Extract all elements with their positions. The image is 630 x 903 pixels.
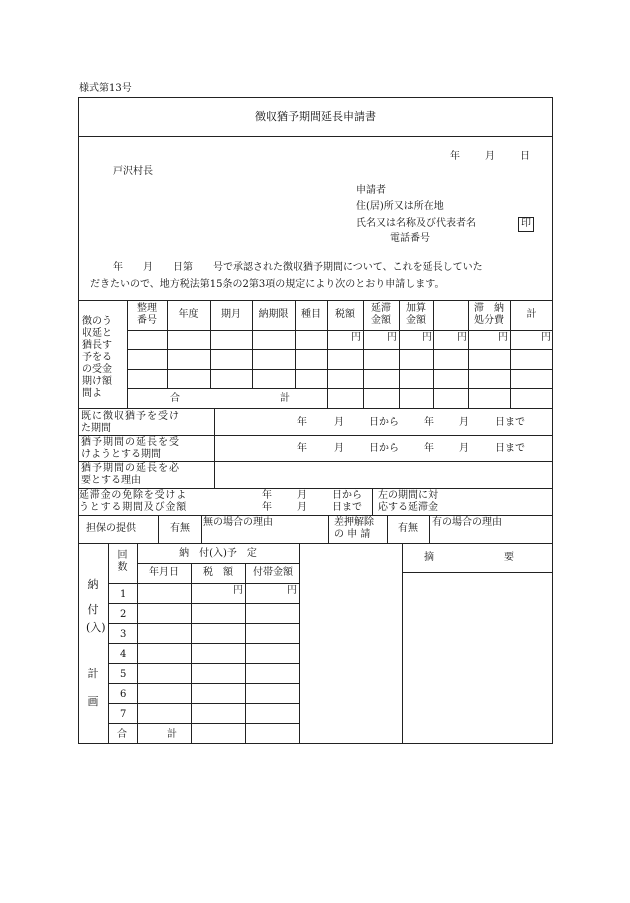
plan-row-line — [108, 723, 299, 724]
col-header-seiri: 整理 — [137, 303, 157, 314]
tax-col-line — [433, 300, 434, 408]
seizure-label-2: の 申 請 — [334, 529, 371, 540]
collateral-none-reason: 無の場合の理由 — [203, 517, 273, 528]
col-header-disposal: 滞 納 — [474, 303, 504, 314]
addressee: 戸沢村長 — [113, 166, 153, 177]
plan-yen: 円 — [233, 585, 243, 596]
col-header-add-2: 金額 — [406, 315, 426, 326]
col-header-type: 種目 — [301, 309, 321, 320]
plan-row-line — [108, 643, 299, 644]
range-to: 日まで — [495, 417, 525, 428]
plan-label-char: 納 — [87, 578, 99, 591]
col-header-tax: 税額 — [335, 309, 355, 320]
penalty-year: 年 — [262, 502, 272, 513]
plan-header-bottom — [108, 583, 299, 584]
penalty-month: 月 — [297, 502, 307, 513]
row-header-line: 徴のう — [82, 316, 112, 327]
plan-row-number: 1 — [120, 589, 127, 600]
range-year: 年 — [297, 417, 307, 428]
col-header-add: 加算 — [406, 303, 426, 314]
row-header-line: 猶長す — [82, 340, 112, 351]
penalty-from: 日から — [332, 490, 362, 501]
plan-row-number: 6 — [120, 689, 127, 700]
range-year: 年 — [424, 443, 434, 454]
row-header-line: の受金 — [82, 364, 112, 375]
tax-total-label: 合 計 — [170, 393, 290, 404]
collateral-col-line — [429, 515, 430, 543]
date-year: 年 — [450, 151, 460, 162]
extend-period-label: 猶予期間の延長を受 — [81, 437, 180, 448]
yen-mark: 円 — [387, 332, 397, 343]
penalty-right-label: 左の期間に対 — [378, 490, 438, 501]
address-label: 住(居)所又は所在地 — [356, 201, 444, 212]
collateral-col-line — [158, 515, 159, 543]
date-month: 月 — [485, 151, 495, 162]
penalty-year: 年 — [262, 490, 272, 501]
periods-row-line — [78, 435, 553, 436]
col-header-year: 年度 — [178, 309, 199, 320]
yen-mark: 円 — [351, 332, 361, 343]
tax-table-row-line — [127, 349, 553, 350]
reason-label: 猶予期間の延長を必 — [81, 463, 180, 474]
row-header-line: 予をる — [82, 352, 112, 363]
plan-label-char: 画 — [87, 695, 99, 708]
col-header-period: 期月 — [221, 309, 241, 320]
reason-label-2: 要とする理由 — [81, 475, 141, 486]
range-month: 月 — [334, 443, 344, 454]
periods-divider — [214, 408, 215, 488]
plan-group-line — [137, 563, 299, 564]
tax-table-top — [78, 300, 553, 301]
range-month: 月 — [334, 417, 344, 428]
plan-col-extra: 付帯金額 — [253, 567, 293, 578]
seizure-label: 差押解除 — [334, 517, 374, 528]
plan-row-number: 4 — [120, 649, 127, 660]
penalty-to: 日まで — [332, 502, 362, 513]
plan-row-number: 2 — [120, 609, 127, 620]
collateral-label: 担保の提供 — [86, 523, 136, 534]
plan-row-number: 7 — [120, 709, 127, 720]
col-header-delay-2: 金額 — [371, 315, 391, 326]
penalty-label: 延滞金の免除を受けよ — [79, 490, 187, 501]
penalty-divider — [372, 488, 373, 515]
extend-period-label-2: けようとする期間 — [81, 449, 161, 460]
plan-label-char: 付 — [87, 603, 99, 616]
col-header-disposal-2: 処分費 — [474, 315, 504, 326]
title-divider — [78, 136, 553, 137]
col-header-delay: 延滞 — [371, 303, 391, 314]
yen-mark: 円 — [457, 332, 467, 343]
seizure-yesno: 有無 — [398, 523, 418, 534]
collateral-yesno: 有無 — [170, 523, 190, 534]
phone-label: 電話番号 — [390, 233, 430, 244]
yes-reason: 有の場合の理由 — [432, 517, 502, 528]
summary-header-bottom — [402, 572, 553, 573]
row-header-line: 間よ — [82, 388, 102, 399]
row-header-line: 収延と — [82, 328, 112, 339]
plan-top — [78, 543, 553, 544]
yen-mark: 円 — [422, 332, 432, 343]
applicant-label: 申請者 — [356, 185, 386, 196]
plan-row-line — [108, 603, 299, 604]
seal-mark: 印 — [518, 217, 534, 232]
statement-line-1: 年 月 日第 号で承認された徴収猶予期間について、これを延長していた — [113, 262, 483, 273]
col-header-seiri-2: 番号 — [137, 315, 157, 326]
penalty-label-2: うとする期間及び金額 — [79, 502, 187, 513]
count-header-2: 数 — [117, 562, 128, 573]
collateral-top — [78, 515, 553, 516]
tax-table-row-line — [127, 369, 553, 370]
existing-period-label-2: た期間 — [81, 423, 111, 434]
plan-label-char: (入) — [86, 621, 106, 634]
tax-table-row-line — [127, 388, 553, 389]
plan-label-char: 計 — [87, 667, 99, 680]
tax-table-header-bottom — [127, 330, 553, 331]
plan-col-tax: 税 額 — [203, 567, 233, 578]
range-month: 月 — [459, 417, 469, 428]
plan-total-label: 合 計 — [117, 729, 177, 740]
plan-group-header: 納 付(入)予 定 — [179, 548, 257, 559]
plan-row-line — [108, 683, 299, 684]
penalty-month: 月 — [297, 490, 307, 501]
yen-mark: 円 — [498, 332, 508, 343]
col-header-total: 計 — [526, 309, 537, 320]
plan-col-line — [245, 563, 246, 744]
plan-col-date: 年月日 — [149, 567, 179, 578]
collateral-col-line — [387, 515, 388, 543]
yen-mark: 円 — [541, 332, 551, 343]
periods-row-line — [78, 461, 553, 462]
periods-top — [78, 408, 553, 409]
range-from: 日から — [369, 443, 399, 454]
collateral-col-line — [328, 515, 329, 543]
penalty-top — [78, 488, 553, 489]
plan-col-line — [191, 563, 192, 744]
plan-row-line — [108, 703, 299, 704]
date-day: 日 — [520, 151, 530, 162]
count-header: 回 — [117, 550, 128, 561]
summary-label: 摘 要 — [424, 552, 514, 563]
statement-line-2: だきたいので、地方税法第15条の2第3項の規定により次のとおり申請します。 — [90, 279, 445, 290]
range-from: 日から — [369, 417, 399, 428]
penalty-right-label-2: 応する延滞金 — [378, 502, 438, 513]
range-to: 日まで — [495, 443, 525, 454]
plan-yen: 円 — [287, 585, 297, 596]
range-year: 年 — [424, 417, 434, 428]
summary-divider — [402, 543, 403, 744]
plan-row-line — [108, 623, 299, 624]
form-title: 徴収猶予期間延長申請書 — [255, 110, 376, 123]
form-number: 様式第13号 — [79, 83, 132, 94]
plan-row-line — [108, 663, 299, 664]
name-label: 氏名又は名称及び代表者名 — [356, 218, 476, 229]
plan-row-number: 5 — [120, 669, 127, 680]
range-year: 年 — [297, 443, 307, 454]
plan-row-number: 3 — [120, 629, 127, 640]
col-header-due: 納期限 — [258, 309, 289, 320]
collateral-col-line — [201, 515, 202, 543]
existing-period-label: 既に徴収猶予を受け — [81, 411, 180, 422]
row-header-line: 期け額 — [82, 376, 112, 387]
range-month: 月 — [459, 443, 469, 454]
